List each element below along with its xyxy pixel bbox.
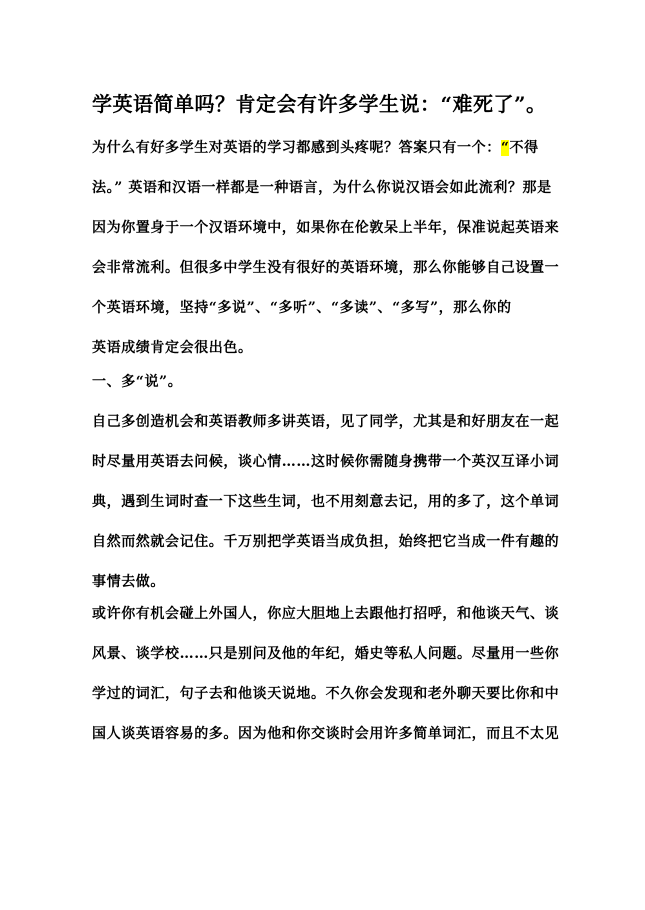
text-line: 因为你置身于一个汉语环境中，如果你在伦敦呆上半年，保准说起英语来 [92,220,560,236]
text-line: 个英语环境，坚持“多说”、“多听”、“多读”、“多写”，那么你的 [92,300,512,316]
text-line: 学过的词汇，句子去和他谈天说地。不久你会发现和老外聊天要比你和中 [92,686,560,702]
text-line [92,138,539,158]
text-line: 法。” 英语和汉语一样都是一种语言，为什么你说汉语会如此流利？那是 [92,180,552,196]
text-line: 时尽量用英语去问候，谈心情……这时候你需随身携带一个英汉互译小词 [92,454,560,470]
text-line: 或许你有机会碰上外国人，你应大胆地上去跟他打招呼，和他谈天气、谈 [92,606,560,622]
document-title: 学英语简单吗？肯定会有许多学生说：“难死了”。 [92,92,547,116]
text-line: 国人谈英语容易的多。因为他和你交谈时会用许多简单词汇，而且不太见 [92,726,560,742]
text-line: 事情去做。 [92,574,165,590]
section-heading-text: 一、多“说”。 [92,374,183,390]
text-run: 为什么有好多学生对英语的学习都感到头疼呢？答案只有一个： [92,140,501,156]
text-line: 英语成绩肯定会很出色。 [92,340,253,356]
text-line: 风景、谈学校……只是别问及他的年纪，婚史等私人问题。尽量用一些你 [92,646,560,662]
text-line: 会非常流利。但很多中学生没有很好的英语环境，那么你能够自己设置一 [92,260,560,276]
highlighted-quote-mark: “ [500,140,510,156]
text-run: 不得 [509,140,539,156]
text-line: 自己多创造机会和英语教师多讲英语，见了同学，尤其是和好朋友在一起 [92,414,560,430]
text-line: 自然而然就会记住。千万别把学英语当成负担，始终把它当成一件有趣的 [92,534,560,550]
text-line: 典，遇到生词时查一下这些生词，也不用刻意去记，用的多了，这个单词 [92,494,560,510]
